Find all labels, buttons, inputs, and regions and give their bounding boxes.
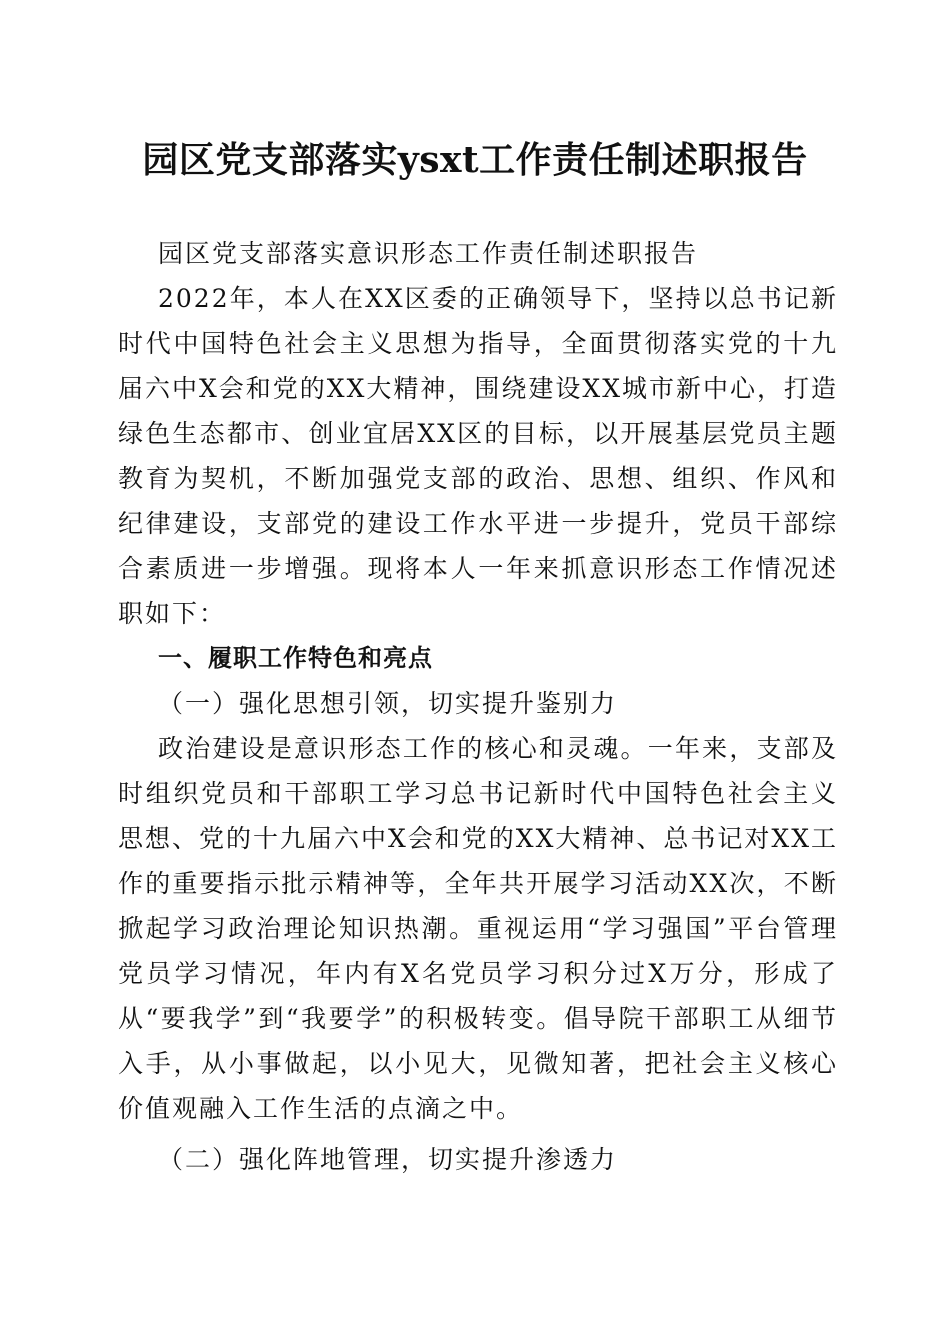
section-heading-1: 一、履职工作特色和亮点 xyxy=(158,644,433,672)
intro-paragraph: 2022年，本人在XX区委的正确领导下，坚持以总书记新时代中国特色社会主义思想为指导，全面贯彻落实党的十九届六中X会和党的XX大精神，围绕建设XX城市新中心，打造绿色生态都市、创业宜居XX区的目标，以开展基层党员主题教育为契机，不断加强党支部的政治、思想、组织、作风和纪律建设，支部党的建设工作水平进一步提升，党员干部综合素质进一步增强。现将本人一年来抓意识形态工作情况述职如下： xyxy=(118,284,838,628)
subsection-heading-2: （二）强化阵地管理，切实提升渗透力 xyxy=(158,1145,618,1174)
document-title: 园区党支部落实ysxt工作责任制述职报告 xyxy=(142,139,808,181)
document-body xyxy=(118,231,838,1182)
subsection-heading-1: （一）强化思想引领，切实提升鉴别力 xyxy=(158,689,618,718)
subsection-1-paragraph: 政治建设是意识形态工作的核心和灵魂。一年来，支部及时组织党员和干部职工学习总书记新时代中国特色社会主义思想、党的十九届六中X会和党的XX大精神、总书记对XX工作的重要指示批示精神等，全年共开展学习活动XX次，不断掀起学习政治理论知识热潮。重视运用“学习强国”平台管理党员学习情况，年内有X名党员学习积分过X万分，形成了从“要我学”到“我要学”的积极转变。倡导院干部职工从细节入手，从小事做起，以小见大，见微知著，把社会主义核心价值观融入工作生活的点滴之中。 xyxy=(118,734,838,1123)
document-subtitle: 园区党支部落实意识形态工作责任制述职报告 xyxy=(158,239,699,268)
